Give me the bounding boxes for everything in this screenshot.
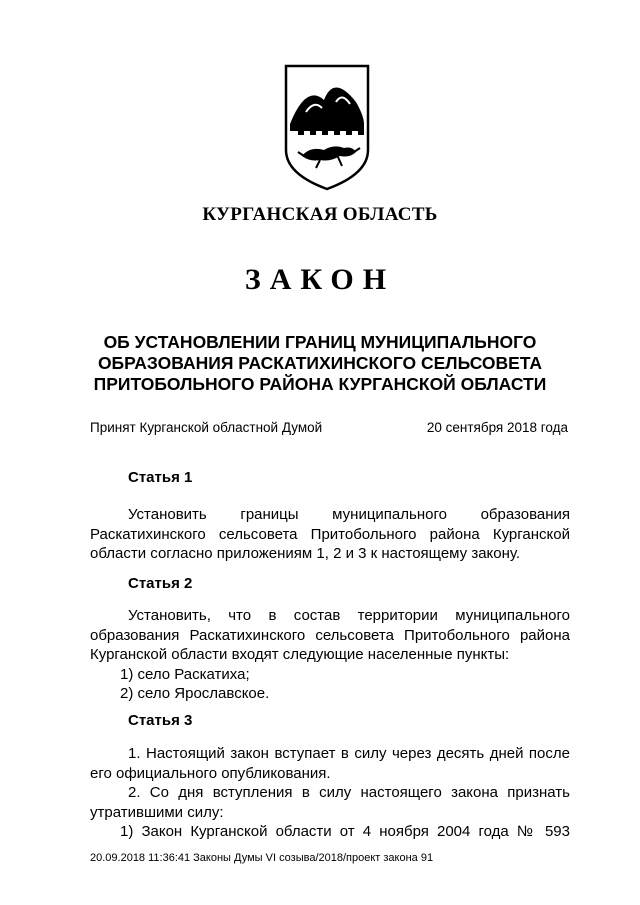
text-line: Раскатихинского сельсовета Притобольного района Курганской	[90, 525, 570, 543]
text-line: Курганской области входят следующие населенные пункты:	[90, 646, 510, 663]
text-line: 1. Настоящий закон вступает в силу через десять дней после	[128, 745, 570, 762]
text-line: области согласно приложениям 1, 2 и 3 к настоящему закону.	[90, 545, 521, 562]
article-2-text	[90, 606, 570, 704]
adoption-date: 20 сентября 2018 года	[426, 420, 568, 435]
law-title-line: ОБРАЗОВАНИЯ РАСКАТИХИНСКОГО СЕЛЬСОВЕТА	[97, 353, 543, 373]
article-2-heading: Статья 2	[128, 575, 193, 592]
text-line: образования Раскатихинского сельсовета Притобольного района	[90, 626, 570, 644]
list-item: 1) село Раскатиха;	[120, 665, 250, 683]
law-title-line: ОБ УСТАНОВЛЕНИИ ГРАНИЦ МУНИЦИПАЛЬНОГО	[103, 332, 537, 352]
text-line: его официального опубликования.	[90, 764, 331, 782]
law-title-line: ПРИТОБОЛЬНОГО РАЙОНА КУРГАНСКОЙ ОБЛАСТИ	[93, 374, 547, 394]
article-3-heading: Статья 3	[128, 712, 193, 729]
article-3-text	[90, 744, 570, 842]
text-line: Установить, что в состав территории муниципального	[128, 607, 570, 624]
article-1-heading: Статья 1	[128, 469, 193, 486]
adopted-by: Принят Курганской областной Думой	[90, 420, 323, 435]
region-name: КУРГАНСКАЯ ОБЛАСТЬ	[202, 204, 438, 225]
text-line: утратившими силу:	[90, 803, 224, 821]
text-line: 1) Закон Курганской области от 4 ноября 2004 года № 593	[120, 823, 570, 840]
list-item: 2) село Ярославское.	[120, 685, 270, 702]
text-line: Установить границы муниципального образования	[128, 506, 570, 523]
article-1-text	[90, 505, 570, 564]
law-title	[60, 332, 580, 395]
document-footer: 20.09.2018 11:36:41 Законы Думы VI созыва/2018/проект закона 91	[90, 852, 434, 864]
text-line: 2. Со дня вступления в силу настоящего закона признать	[128, 784, 570, 801]
document-type: ЗАКОН	[244, 263, 396, 296]
coat-of-arms-emblem	[280, 62, 374, 192]
